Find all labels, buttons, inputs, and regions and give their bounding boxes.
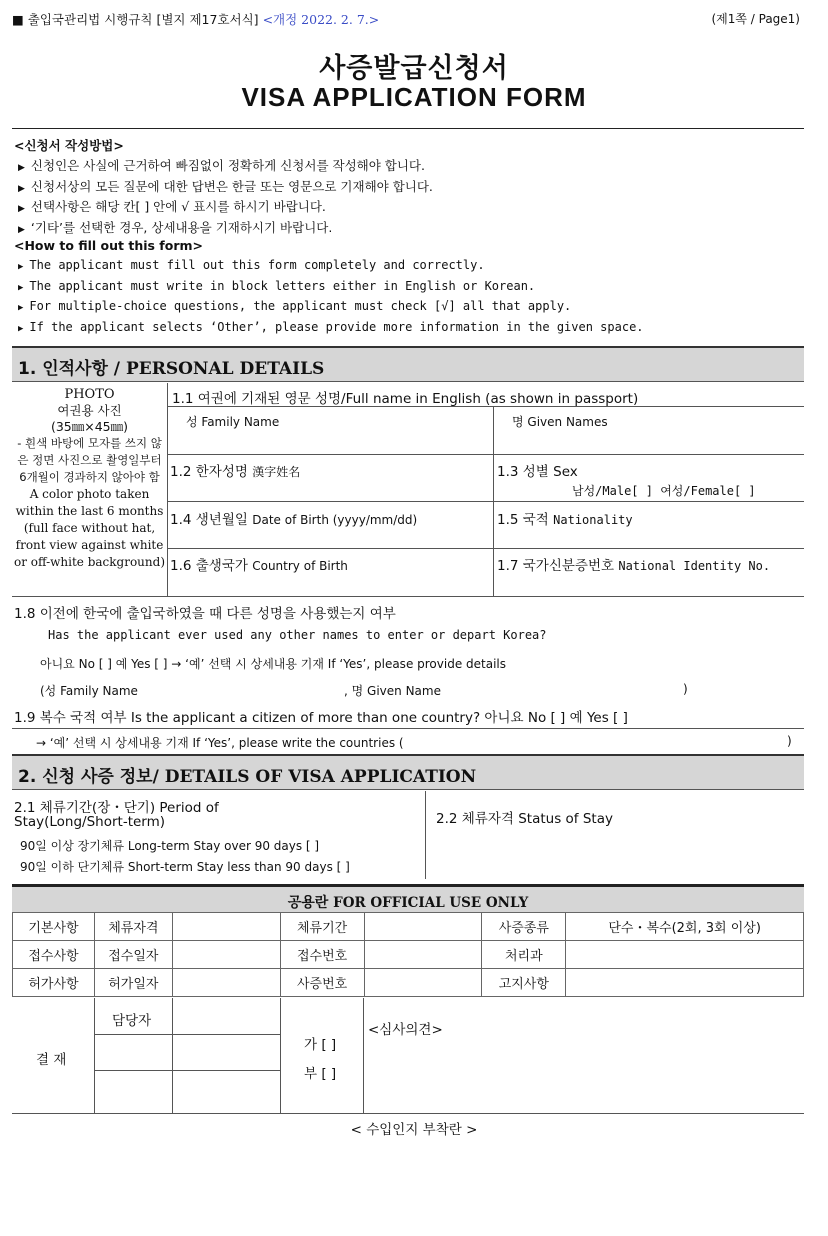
grid-line	[12, 1113, 804, 1114]
grid-line	[167, 501, 804, 502]
instruction-item: ▶ The applicant must fill out this form completely and correctly.	[18, 258, 485, 272]
table-cell[interactable]	[172, 913, 280, 941]
table-cell[interactable]	[172, 969, 280, 997]
grid-line	[167, 454, 804, 455]
table-cell[interactable]	[364, 941, 482, 969]
table-cell[interactable]	[364, 913, 482, 941]
instruction-item: ▶ For multiple-choice questions, the applicant must check [√] all that apply.	[18, 299, 572, 313]
grid-line	[172, 998, 173, 1113]
title-divider	[12, 128, 804, 129]
table-cell: 사증번호	[280, 969, 364, 997]
field-1-2-label[interactable]: 1.2 한자성명 漢字姓名	[170, 464, 301, 480]
table-row	[13, 941, 804, 969]
table-row	[13, 969, 804, 997]
grid-line	[12, 596, 804, 597]
grid-line	[94, 1070, 280, 1071]
table-cell: 기본사항	[13, 913, 95, 941]
grid-line	[94, 998, 95, 1113]
review-opinion-label: <심사의견>	[368, 1022, 443, 1038]
photo-size: (35㎜×45㎜)	[50, 419, 129, 434]
field-2-2-label[interactable]: 2.2 체류자격 Status of Stay	[436, 811, 613, 827]
official-use-header: 공용란 FOR OFFICIAL USE ONLY	[12, 884, 804, 912]
field-1-6-label[interactable]: 1.6 출생국가 Country of Birth	[170, 558, 348, 574]
instructions-heading-en: <How to fill out this form>	[14, 238, 203, 253]
field-1-8-given-name[interactable]: , 명 Given Name	[344, 684, 441, 698]
field-1-4-label[interactable]: 1.4 생년월일 Date of Birth (yyyy/mm/dd)	[170, 512, 418, 528]
table-cell: 허가사항	[13, 969, 95, 997]
field-1-9-detail[interactable]: → ‘예’ 선택 시 상세내용 기재 If ‘Yes’, please write the countries (	[36, 736, 404, 750]
table-cell: 단수・복수(2회, 3회 이상)	[566, 913, 804, 941]
sex-checkboxes[interactable]: 남성/Male[ ] 여성/Female[ ]	[572, 484, 756, 498]
field-1-8-family-name[interactable]: (성 Family Name	[40, 684, 138, 698]
page-number: (제1쪽 / Page1)	[711, 12, 800, 26]
grid-line	[493, 406, 494, 596]
long-term-option[interactable]: 90일 이상 장기체류 Long-term Stay over 90 days [ ]	[20, 839, 320, 853]
form-title-korean: 사증발급신청서	[319, 53, 509, 84]
reject-checkbox[interactable]: 부 [ ]	[304, 1066, 337, 1082]
table-cell: 접수사항	[13, 941, 95, 969]
table-cell[interactable]	[566, 941, 804, 969]
approval-label: 결 재	[36, 1052, 67, 1068]
approve-checkbox[interactable]: 가 [ ]	[304, 1037, 337, 1053]
grid-line	[12, 728, 804, 729]
table-cell: 처리과	[482, 941, 566, 969]
instruction-item: ▶ The applicant must write in block letters either in English or Korean.	[18, 278, 536, 293]
section-visa-details-header: 2. 신청 사증 정보/ DETAILS OF VISA APPLICATION	[12, 754, 804, 790]
table-row	[13, 913, 804, 941]
instruction-item: ▶ 신청인은 사실에 근거하여 빠짐없이 정확하게 신청서를 작성해야 합니다.	[18, 158, 425, 173]
field-2-1-label-cont: Stay(Long/Short-term)	[14, 814, 166, 830]
form-title-english: VISA APPLICATION FORM	[241, 82, 587, 112]
official-use-table	[12, 912, 804, 997]
table-cell: 체류자격	[94, 913, 172, 941]
photo-note-ko: - 흰색 바탕에 모자를 쓰지 않은 정면 사진으로 촬영일부터 6개월이 경과하지 않아야 함	[17, 436, 162, 484]
family-name-field[interactable]: 성 Family Name	[186, 415, 280, 429]
revision-date: <개정 2022. 2. 7.>	[262, 12, 380, 27]
grid-line	[167, 548, 804, 549]
photo-area[interactable]	[12, 387, 167, 571]
photo-label: PHOTO	[64, 387, 115, 402]
grid-line	[94, 1034, 280, 1035]
table-cell: 접수일자	[94, 941, 172, 969]
instructions-heading-ko: <신청서 작성방법>	[14, 138, 124, 153]
field-1-8-label: 1.8 이전에 한국에 출입국하였을 때 다른 성명을 사용했는지 여부	[14, 606, 396, 622]
given-names-field[interactable]: 명 Given Names	[512, 415, 608, 429]
instructions-block	[14, 136, 804, 340]
field-1-3-label: 1.3 성별 Sex	[497, 464, 578, 480]
photo-label-ko: 여권용 사진	[57, 403, 122, 418]
grid-line	[425, 791, 426, 879]
revenue-stamp-area: < 수입인지 부착란 >	[350, 1122, 478, 1138]
table-cell: 허가일자	[94, 969, 172, 997]
instruction-item: ▶ 선택사항은 해당 칸[ ] 안에 √ 표시를 하시기 바랍니다.	[18, 199, 326, 214]
table-cell: 체류기간	[280, 913, 364, 941]
section-personal-details-header: 1. 인적사항 / PERSONAL DETAILS	[12, 346, 804, 382]
table-cell[interactable]	[364, 969, 482, 997]
table-cell[interactable]	[172, 941, 280, 969]
field-1-5-label[interactable]: 1.5 국적 Nationality	[497, 512, 633, 528]
grid-line	[363, 998, 364, 1113]
field-1-8-options[interactable]: 아니요 No [ ] 예 Yes [ ] → ‘예’ 선택 시 상세내용 기재 If ‘Yes’, please provide details	[40, 657, 506, 671]
instruction-item: ▶ If the applicant selects ‘Other’, please provide more information in the given space.	[18, 319, 644, 334]
short-term-option[interactable]: 90일 이하 단기체류 Short-term Stay less than 90 days [ ]	[20, 860, 350, 874]
field-1-9-label[interactable]: 1.9 복수 국적 여부 Is the applicant a citizen of more than one country? 아니요 No [ ] 예 Yes [ ]	[14, 710, 628, 726]
grid-line	[280, 998, 281, 1113]
field-1-9-close: )	[787, 734, 792, 748]
field-1-8-close: )	[683, 682, 688, 696]
grid-line	[167, 383, 168, 596]
table-cell: 접수번호	[280, 941, 364, 969]
instruction-item: ▶ 신청서상의 모든 질문에 대한 답변은 한글 또는 영문으로 기재해야 합니다.	[18, 178, 433, 194]
table-cell: 사증종류	[482, 913, 566, 941]
field-1-1-label: 1.1 여권에 기재된 영문 성명/Full name in English (as shown in passport)	[172, 391, 639, 407]
field-2-1-label: 2.1 체류기간(장・단기) Period of	[14, 800, 219, 816]
instruction-item: ▶ ‘기타’를 선택한 경우, 상세내용을 기재하시기 바랍니다.	[18, 219, 333, 235]
officer-label: 담당자	[112, 1013, 152, 1029]
form-reference-line	[12, 10, 800, 32]
field-1-7-label[interactable]: 1.7 국가신분증번호 National Identity No.	[497, 558, 771, 574]
form-reference: ■ 출입국관리법 시행규칙 [별지 제17호서식]	[12, 12, 259, 27]
table-cell: 고지사항	[482, 969, 566, 997]
field-1-8-question: Has the applicant ever used any other names to enter or depart Korea?	[48, 628, 547, 642]
table-cell[interactable]	[566, 969, 804, 997]
photo-note-en: A color photo taken within the last 6 months (full face without hat, front view against white or off-white background)	[13, 487, 166, 569]
